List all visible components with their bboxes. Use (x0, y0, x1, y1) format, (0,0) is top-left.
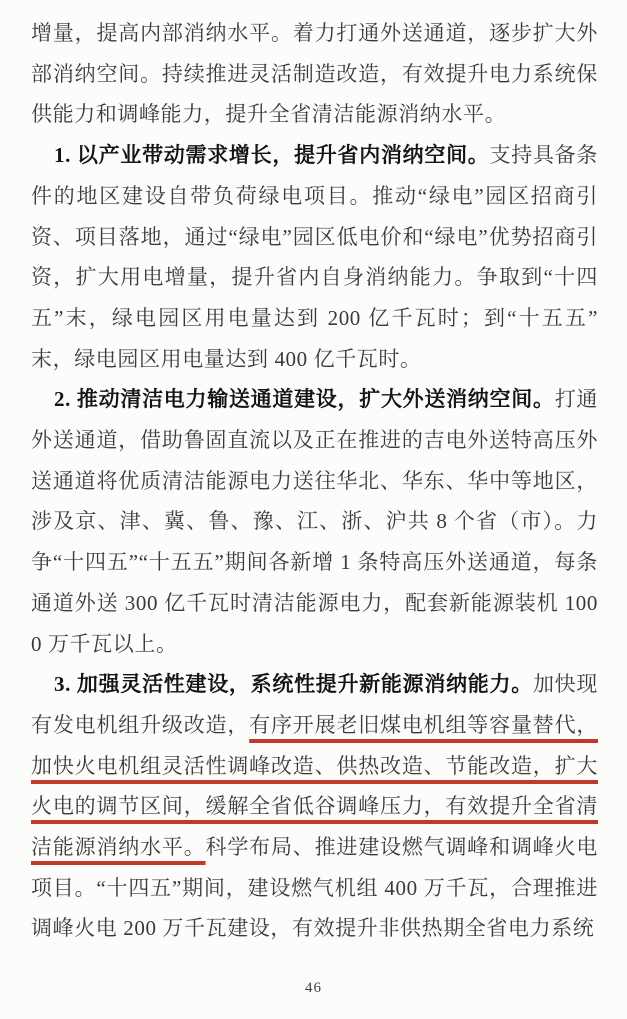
paragraph-1 (31, 135, 598, 379)
section-2-body: 打通外送通道，借助鲁固直流以及正在推进的吉电外送特高压外送通道将优质清洁能源电力送往华北、华东、华中等地区，涉及京、津、冀、鲁、豫、江、浙、沪共 8 个省（市）。力争“十四五”“十五五”期间各新增 1 条特高压外送通道，每条通道外送 300 亿千瓦时清洁能源电力，配套新能源装机 1000 万千瓦以上。 (31, 387, 599, 656)
section-3-underlined-passage: 有序开展老旧煤电机组等容量替代，加快火电机组灵活性调峰改造、供热改造、节能改造，扩大火电的调节区间，缓解全省低谷调峰压力，有效提升全省清洁能源消纳水平。 (31, 712, 598, 860)
section-3-body-before: 加快现有发电机组升级改造， (31, 672, 598, 737)
section-1-body: 支持具备条件的地区建设自带负荷绿电项目。推动“绿电”园区招商引资、项目落地，通过“绿电”园区低电价和“绿电”优势招商引资，扩大用电增量，提升省内自身消纳能力。争取到“十四五”末，绿电园区用电量达到 200 亿千瓦时；到“十五五”末，绿电园区用电量达到 400 亿千瓦时。 (31, 143, 598, 371)
section-3-heading: 3. 加强灵活性建设，系统性提升新能源消纳能力。 (54, 672, 533, 697)
page-number: 46 (305, 980, 322, 996)
section-2-heading: 2. 推动清洁电力输送通道建设，扩大外送消纳空间。 (54, 387, 555, 412)
section-3-body-after: 科学布局、推进建设燃气调峰和调峰火电项目。“十四五”期间，建设燃气机组 400 万千瓦，合理推进调峰火电 200 万千瓦建设，有效提升非供热期全省电力系统 (31, 835, 598, 941)
paragraph-intro (31, 13, 598, 135)
intro-text: 增量，提高内部消纳水平。着力打通外送通道，逐步扩大外部消纳空间。持续推进灵活制造改造，有效提升电力系统保供能力和调峰能力，提升全省清洁能源消纳水平。 (31, 21, 598, 127)
paragraph-2 (31, 379, 598, 664)
paragraph-3 (31, 664, 598, 949)
section-1-heading: 1. 以产业带动需求增长，提升省内消纳空间。 (54, 143, 490, 168)
